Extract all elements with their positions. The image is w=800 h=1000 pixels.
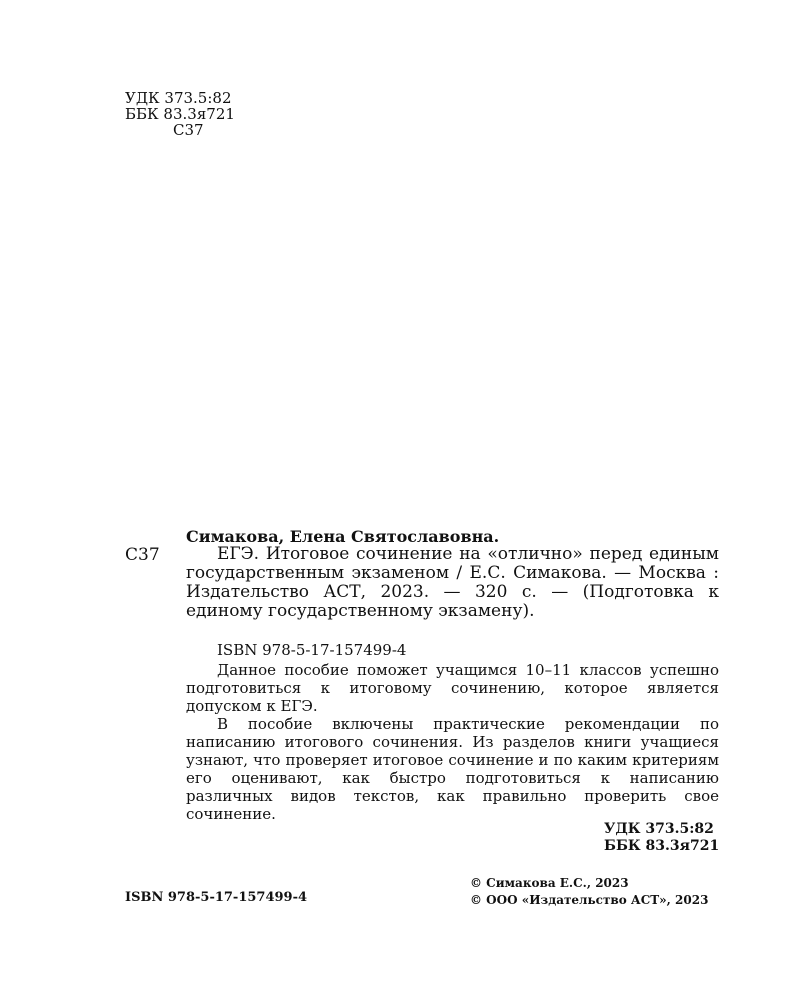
bibliographic-description: ЕГЭ. Итоговое сочинение на «отлично» перед единым государственным экзаменом / Е.С. Симакова. — Москва : Издательство АСТ, 2023. — 320 с. — (Подготовка к единому государственному экзамену). — [186, 544, 719, 621]
card-classification — [604, 821, 719, 855]
annotation — [186, 661, 719, 823]
card-udk-code: УДК 373.5:82 — [604, 821, 714, 837]
copyright-author: © Симакова Е.С., 2023 — [470, 876, 629, 890]
card-isbn: ISBN 978-5-17-157499-4 — [217, 641, 407, 659]
top-author-mark: С37 — [173, 121, 204, 139]
card-bbk-code: ББК 83.3я721 — [604, 838, 720, 854]
author-heading: Симакова, Елена Святославовна. — [186, 527, 500, 546]
card-author-mark: С37 — [125, 545, 160, 565]
copyright-block — [470, 875, 708, 909]
footer-isbn: ISBN 978-5-17-157499-4 — [125, 890, 308, 905]
copyright-publisher: © ООО «Издательство АСТ», 2023 — [470, 893, 709, 907]
top-udk-code: УДК 373.5:82 — [125, 89, 232, 107]
top-bbk-code: ББК 83.3я721 — [125, 105, 235, 123]
top-classification — [125, 90, 235, 138]
annotation-paragraph: Данное пособие поможет учащимся 10–11 классов успешно подготовиться к итоговому сочинению, которое является допуском к ЕГЭ. — [186, 661, 719, 715]
annotation-paragraph: В пособие включены практические рекомендации по написанию итогового сочинения. Из разделов книги учащиеся узнают, что проверяет итоговое сочинение и по каким критериям его оценивают, как быстро подготовиться к написанию различных видов текстов, как правильно проверить свое сочинение. — [186, 715, 719, 823]
